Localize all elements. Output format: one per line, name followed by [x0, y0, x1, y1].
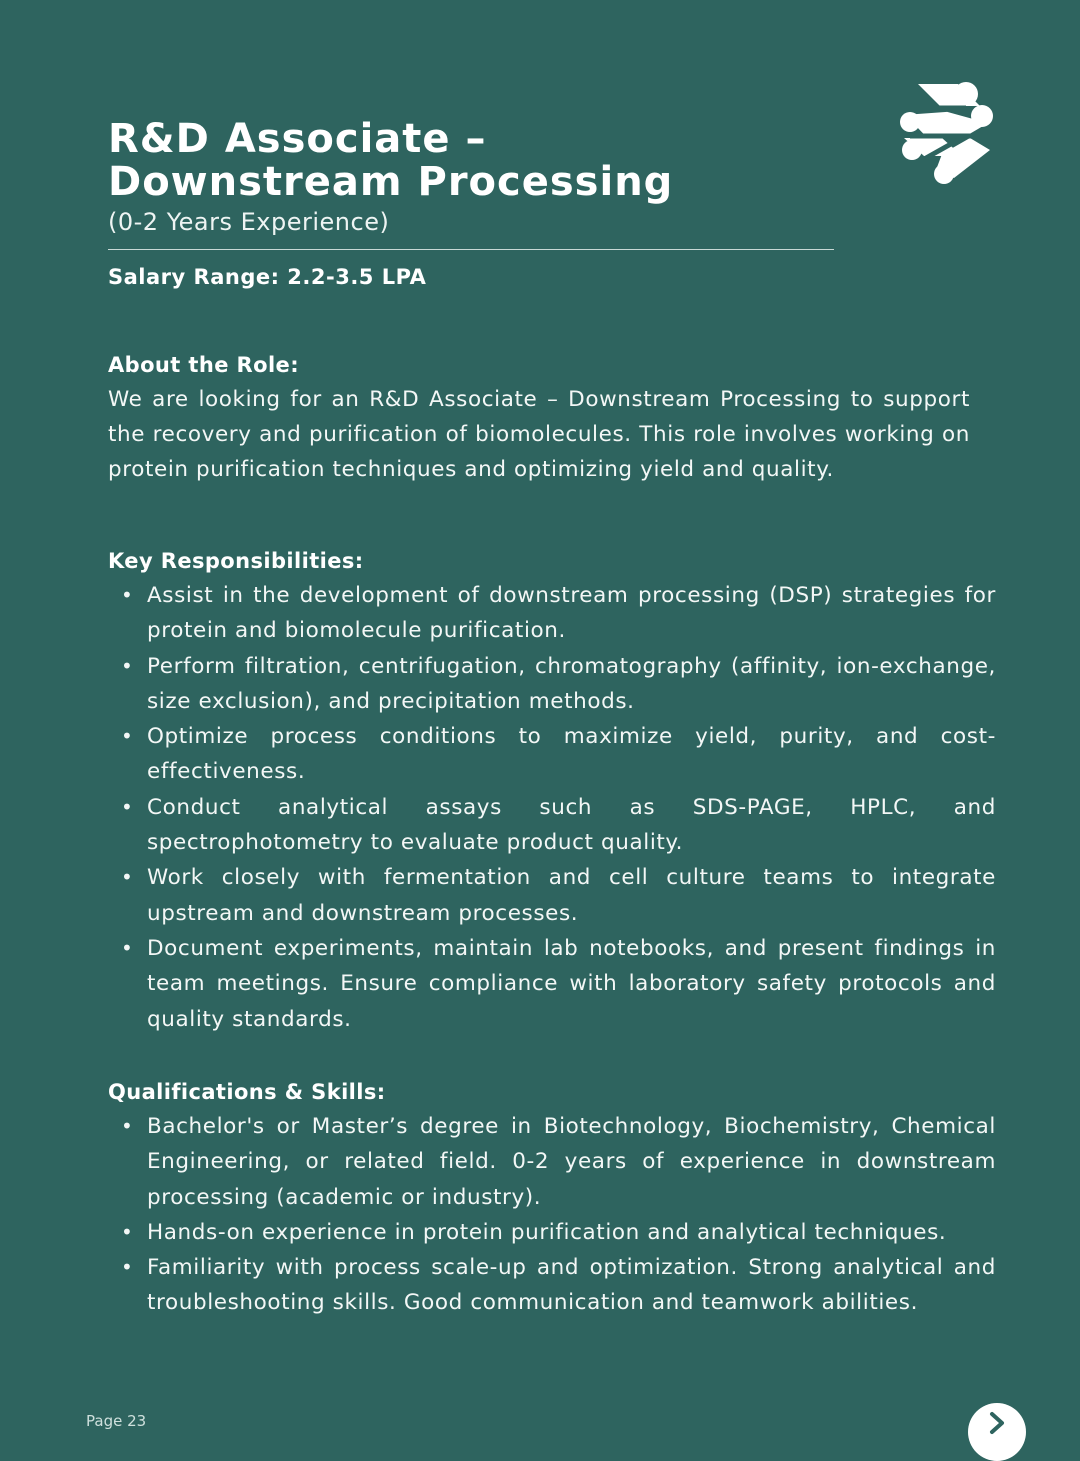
list-item: • Assist in the development of downstream processing (DSP) strategies for protein and biomolecule purification. [108, 578, 996, 649]
qualifications-section [108, 1075, 996, 1321]
about-section [108, 348, 970, 488]
list-item: • Optimize process conditions to maximize yield, purity, and cost-effectiveness. [108, 719, 996, 790]
about-text: We are looking for an R&D Associate – Downstream Processing to support the recovery and purification of biomolecules. This role involves working on protein purification techniques and optimizing yield and quality. [108, 387, 970, 483]
divider [108, 249, 834, 250]
page-title [108, 118, 673, 204]
brand-logo-icon [896, 78, 996, 186]
next-page-button[interactable] [968, 1403, 1026, 1461]
title-line-2: Downstream Processing [108, 159, 674, 205]
list-item: • Document experiments, maintain lab notebooks, and present findings in team meetings. Ensure compliance with laboratory safety protocols and quality standards. [108, 931, 996, 1037]
list-item: • Perform filtration, centrifugation, chromatography (affinity, ion-exchange, size exclusion), and precipitation methods. [108, 649, 996, 720]
responsibilities-section [108, 544, 996, 1037]
responsibilities-heading: Key Responsibilities: [108, 549, 364, 573]
qualifications-list [108, 1109, 996, 1321]
list-item: • Familiarity with process scale-up and optimization. Strong analytical and troubleshooting skills. Good communication and teamwork abilities. [108, 1250, 996, 1321]
salary-range: Salary Range: 2.2-3.5 LPA [108, 265, 427, 289]
list-item: • Hands-on experience in protein purification and analytical techniques. [108, 1215, 996, 1250]
page-number: Page 23 [86, 1412, 147, 1430]
experience-subtitle: (0-2 Years Experience) [108, 208, 390, 236]
list-item: • Work closely with fermentation and cell culture teams to integrate upstream and downstream processes. [108, 860, 996, 931]
list-item: • Bachelor's or Master’s degree in Biotechnology, Biochemistry, Chemical Engineering, or related field. 0-2 years of experience in downstream processing (academic or industry). [108, 1109, 996, 1215]
responsibilities-list [108, 578, 996, 1037]
list-item: • Conduct analytical assays such as SDS-PAGE, HPLC, and spectrophotometry to evaluate product quality. [108, 790, 996, 861]
qualifications-heading: Qualifications & Skills: [108, 1080, 386, 1104]
title-line-1: R&D Associate – [108, 116, 487, 162]
about-heading: About the Role: [108, 353, 299, 377]
chevron-right-icon [985, 1411, 1009, 1435]
